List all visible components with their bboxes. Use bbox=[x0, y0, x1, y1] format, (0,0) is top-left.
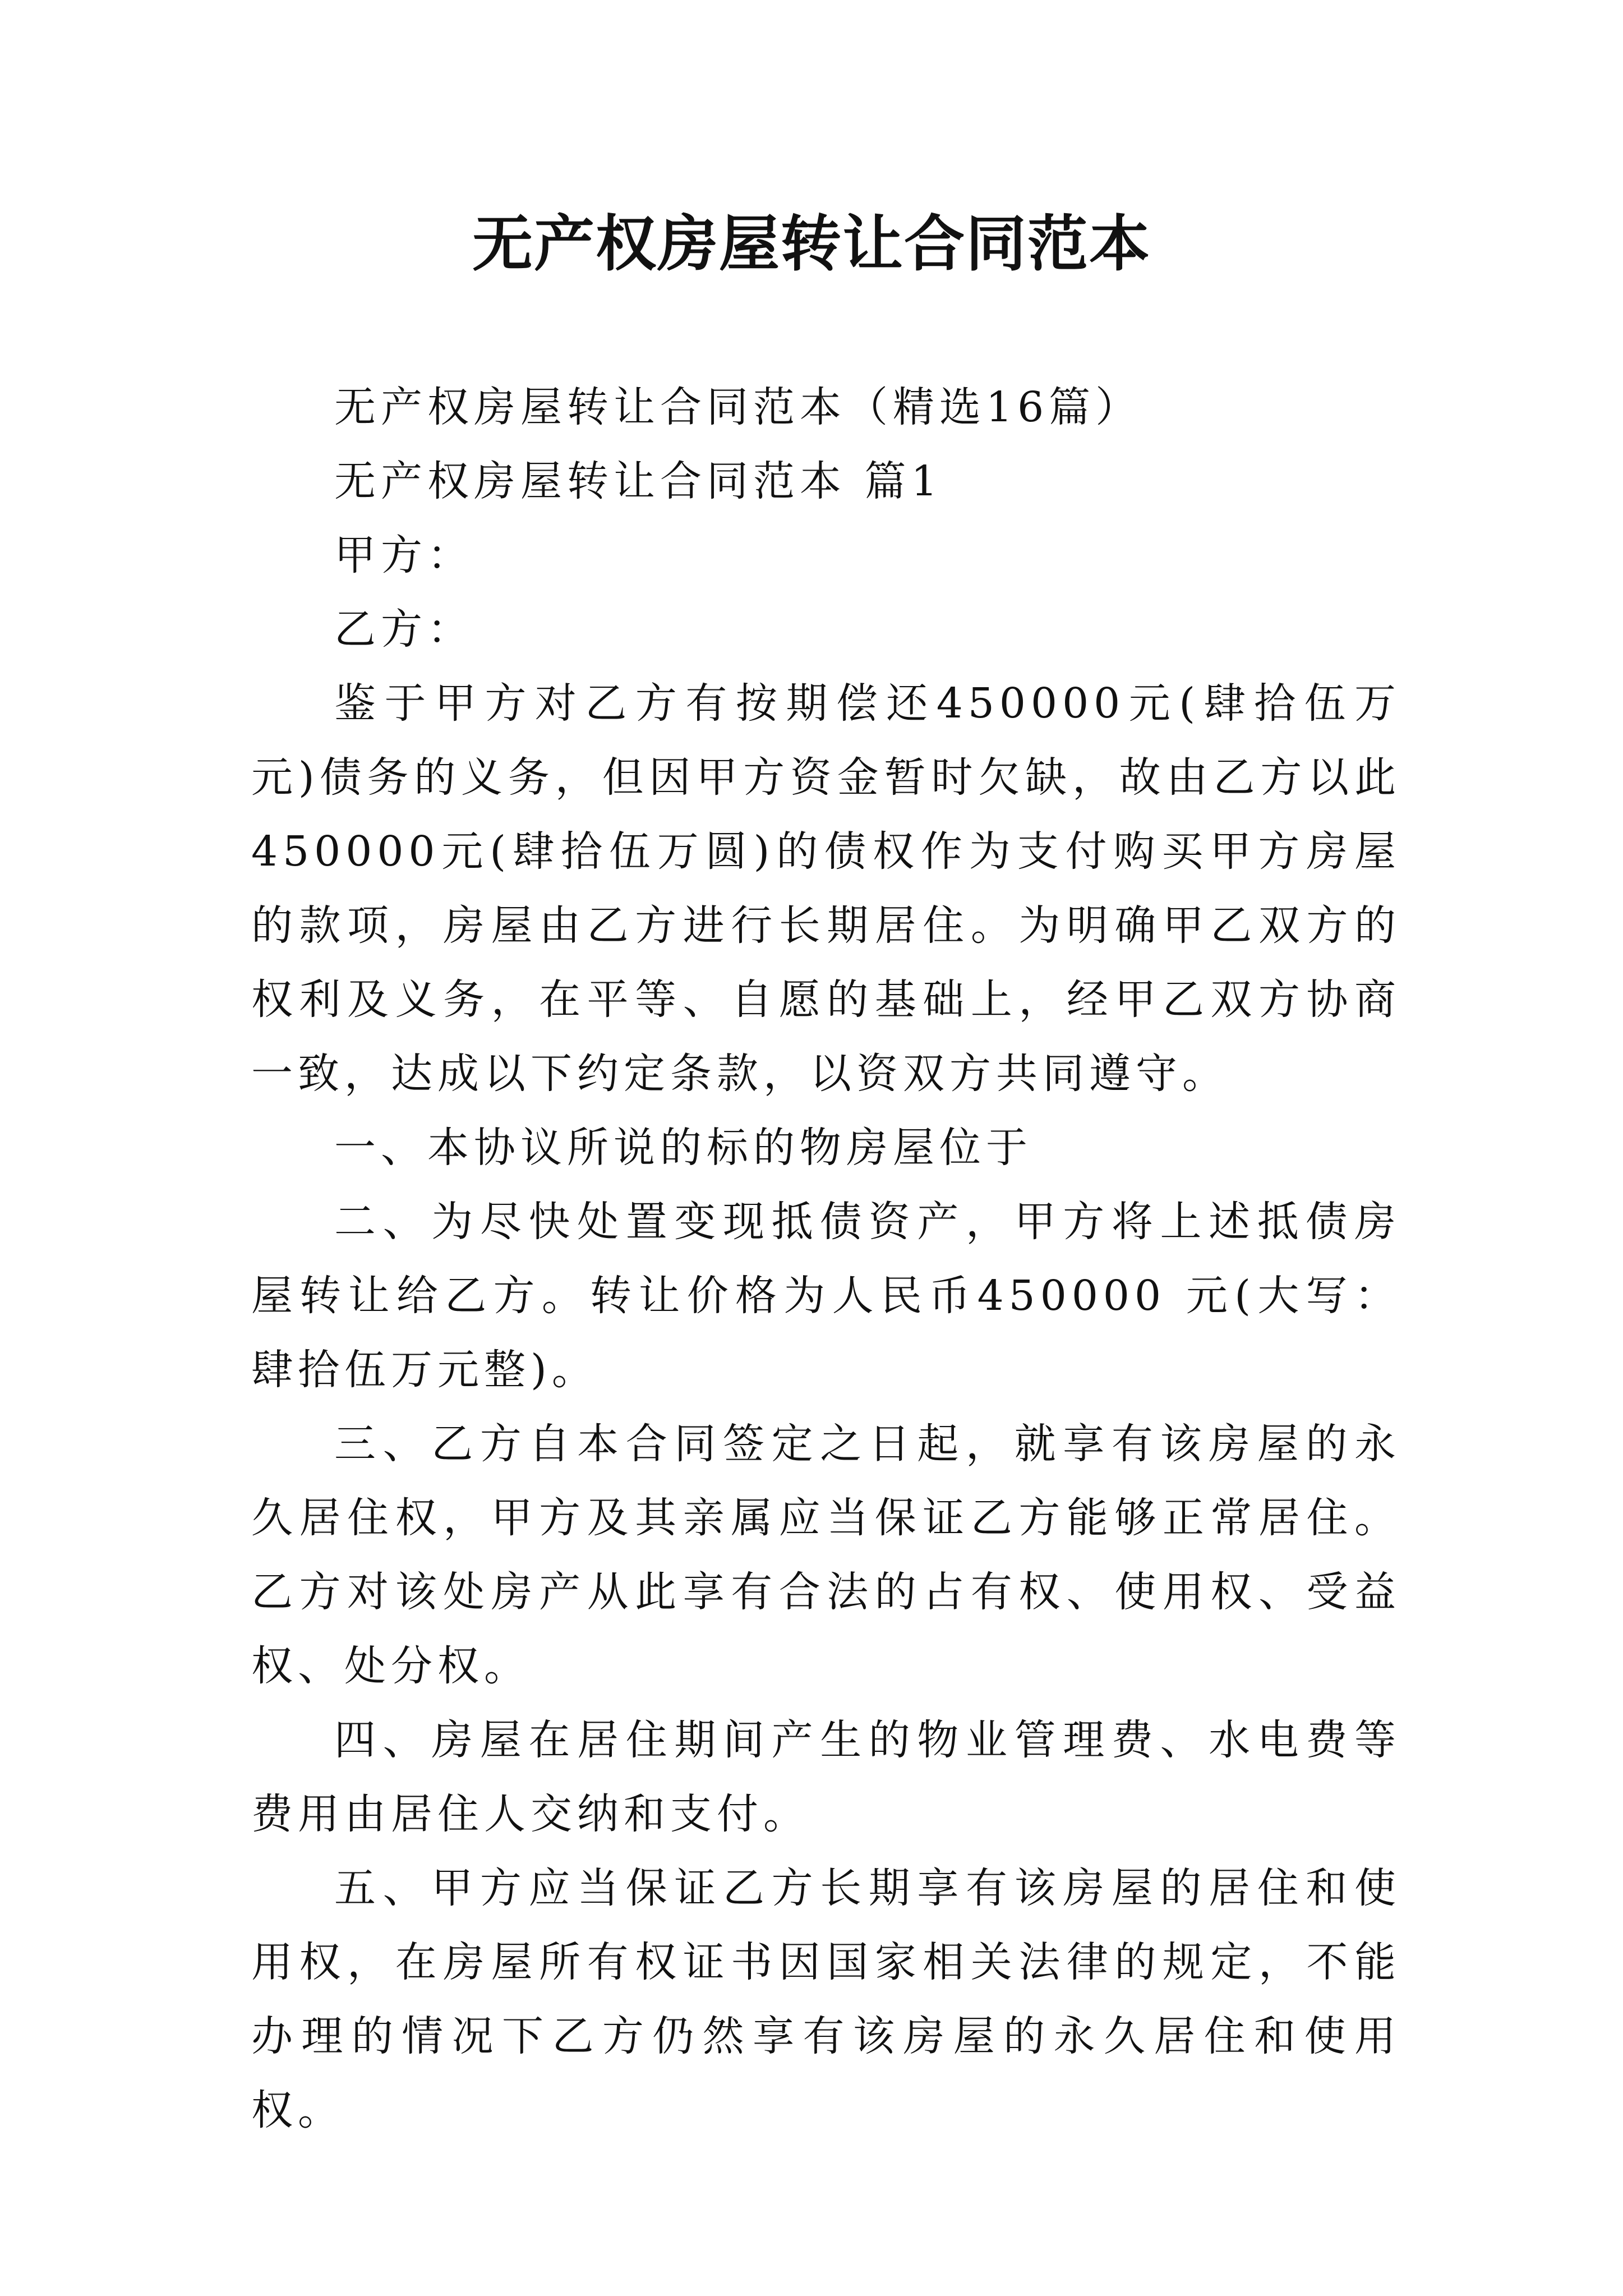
document-body bbox=[251, 370, 1401, 2147]
paragraph-clause-5: 五、甲方应当保证乙方长期享有该房屋的居住和使用权，在房屋所有权证书因国家相关法律的规定，不能办理的情况下乙方仍然享有该房屋的永久居住和使用权。 bbox=[251, 1864, 1401, 2134]
document-title: 无产权房屋转让合同范本 bbox=[472, 209, 1151, 279]
paragraph-clause-2: 二、为尽快处置变现抵债资产，甲方将上述抵债房屋转让给乙方。转让价格为人民币450000 元(大写：肆拾伍万元整)。 bbox=[251, 1198, 1401, 1394]
paragraph-preamble: 鉴于甲方对乙方有按期偿还450000元(肆拾伍万元)债务的义务，但因甲方资金暂时欠缺，故由乙方以此450000元(肆拾伍万圆)的债权作为支付购买甲方房屋的款项，房屋由乙方进行长期居住。为明确甲乙双方的权利及义务，在平等、自愿的基础上，经甲乙双方协商一致，达成以下约定条款，以资双方共同遵守。 bbox=[251, 679, 1401, 1098]
paragraph-clause-3: 三、乙方自本合同签定之日起，就享有该房屋的永久居住权，甲方及其亲属应当保证乙方能够正常居住。乙方对该处房产从此享有合法的占有权、使用权、受益权、处分权。 bbox=[251, 1420, 1401, 1690]
paragraph-clause-1: 一、本协议所说的标的物房屋位于 bbox=[334, 1124, 1032, 1172]
paragraph-subtitle: 无产权房屋转让合同范本（精选16篇） bbox=[334, 383, 1142, 431]
paragraph-clause-4: 四、房屋在居住期间产生的物业管理费、水电费等费用由居住人交纳和支付。 bbox=[251, 1716, 1401, 1838]
paragraph-section-heading: 无产权房屋转让合同范本 篇1 bbox=[334, 457, 943, 505]
paragraph-party-b: 乙方： bbox=[334, 605, 474, 654]
paragraph-party-a: 甲方： bbox=[334, 531, 474, 579]
